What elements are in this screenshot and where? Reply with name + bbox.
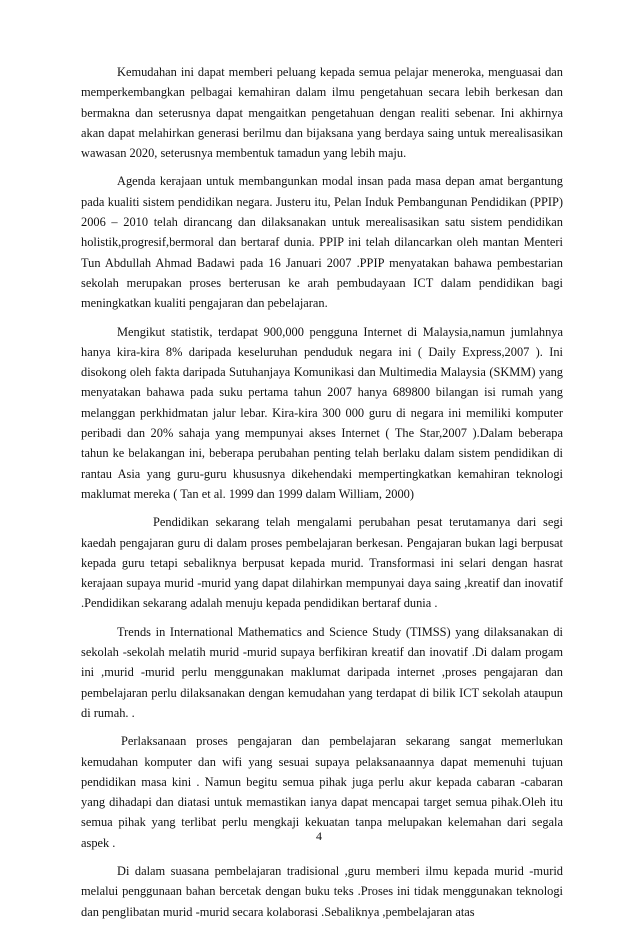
paragraph-4: Pendidikan sekarang telah mengalami perubahan pesat terutamanya dari segi kaedah pengajaran guru di dalam proses pembelajaran berkesan. Pengajaran bukan lagi berpusat kepada guru tetapi sebaliknya berpusat kepada murid. Transformasi ini selari dengan hasrat kerajaan supaya murid -murid yang dapat dilahirkan mempunyai daya saing ,kreatif dan inovatif .Pendidikan sekarang adalah menuju kepada pendidikan bertaraf dunia . <box>81 515 563 611</box>
paragraph-1: Kemudahan ini dapat memberi peluang kepada semua pelajar meneroka, menguasai dan memperkembangkan pelbagai kemahiran dalam ilmu pengetahuan secara lebih berkesan dan bermakna dan seterusnya dapat mengaitkan pengetahuan dengan realiti sebenar. Ini akhirnya akan dapat melahirkan generasi berilmu dan bijaksana yang berdaya saing untuk merealisasikan wawasan 2020, seterusnya membentuk tamadun yang lebih maju. <box>81 65 563 161</box>
document-body <box>81 62 563 930</box>
paragraph-5: Trends in International Mathematics and Science Study (TIMSS) yang dilaksanakan di sekolah -sekolah melatih murid -murid supaya berfikiran kreatif dan inovatif .Di dalam progam ini ,murid -murid perlu menggunakan maklumat daripada internet ,proses pengajaran dan pembelajaran perlu dilaksanakan dengan kemudahan yang terdapat di bilik ICT sekolah ataupun di rumah. . <box>81 624 563 720</box>
paragraph-7: Di dalam suasana pembelajaran tradisional ,guru memberi ilmu kepada murid -murid melalui penggunaan bahan bercetak dengan buku teks .Proses ini tidak menggunakan teknologi dan penglibatan murid -murid secara kolaborasi .Sebaliknya ,pembelajaran atas <box>81 863 563 919</box>
paragraph-2: Agenda kerajaan untuk membangunkan modal insan pada masa depan amat bergantung pada kualiti sistem pendidikan negara. Justeru itu, Pelan Induk Pembangunan Pendidikan (PPIP) 2006 – 2010 telah dirancang dan dilaksanakan untuk merealisasikan satu sistem pendidikan holistik,progresif,bermoral dan bertaraf dunia. PPIP ini telah dilancarkan oleh mantan Menteri Tun Abdullah Ahmad Badawi pada 16 Januari 2007 .PPIP menyatakan bahawa pembestarian sekolah merupakan proses berterusan ke arah pembudayaan ICT dalam pendidikan bagi meningkatkan kualiti pengajaran dan pebelajaran. <box>81 174 563 311</box>
paragraph-3: Mengikut statistik, terdapat 900,000 pengguna Internet di Malaysia,namun jumlahnya hanya kira-kira 8% daripada keseluruhan penduduk negara ini ( Daily Express,2007 ). Ini disokong oleh fakta daripada Sutuhanjaya Komunikasi dan Multimedia Malaysia (SKMM) yang menyatakan bahawa pada suku pertama tahun 2007 hanya 689800 bilangan isi rumah yang melanggan perkhidmatan jalur lebar. Kira-kira 300 000 guru di negara ini memiliki komputer peribadi dan 20% sahaja yang mempunyai akses Internet ( The Star,2007 ).Dalam beberapa tahun ke belakangan ini, beberapa perubahan penting telah berlaku dalam sistem pendidikan di rantau Asia yang guru-guru khususnya dikehendaki mempertingkatkan kemahiran teknologi maklumat mereka ( Tan et al. 1999 dan 1999 dalam William, 2000) <box>81 324 563 501</box>
page-number: 4 <box>316 829 322 843</box>
paragraph-6: Perlaksanaan proses pengajaran dan pembelajaran sekarang sangat memerlukan kemudahan komputer dan wifi yang sesuai supaya pelaksanaannya dapat memenuhi tujuan pendidikan masa kini . Namun begitu semua pihak juga perlu akur kepada cabaran -cabaran yang dihadapi dan diatasi untuk memastikan ianya dapat mencapai target semua pihak.Oleh itu semua pihak yang terlibat perlu mengkaji kekuatan tanpa melupakan kelemahan dari segala aspek . <box>81 734 563 850</box>
